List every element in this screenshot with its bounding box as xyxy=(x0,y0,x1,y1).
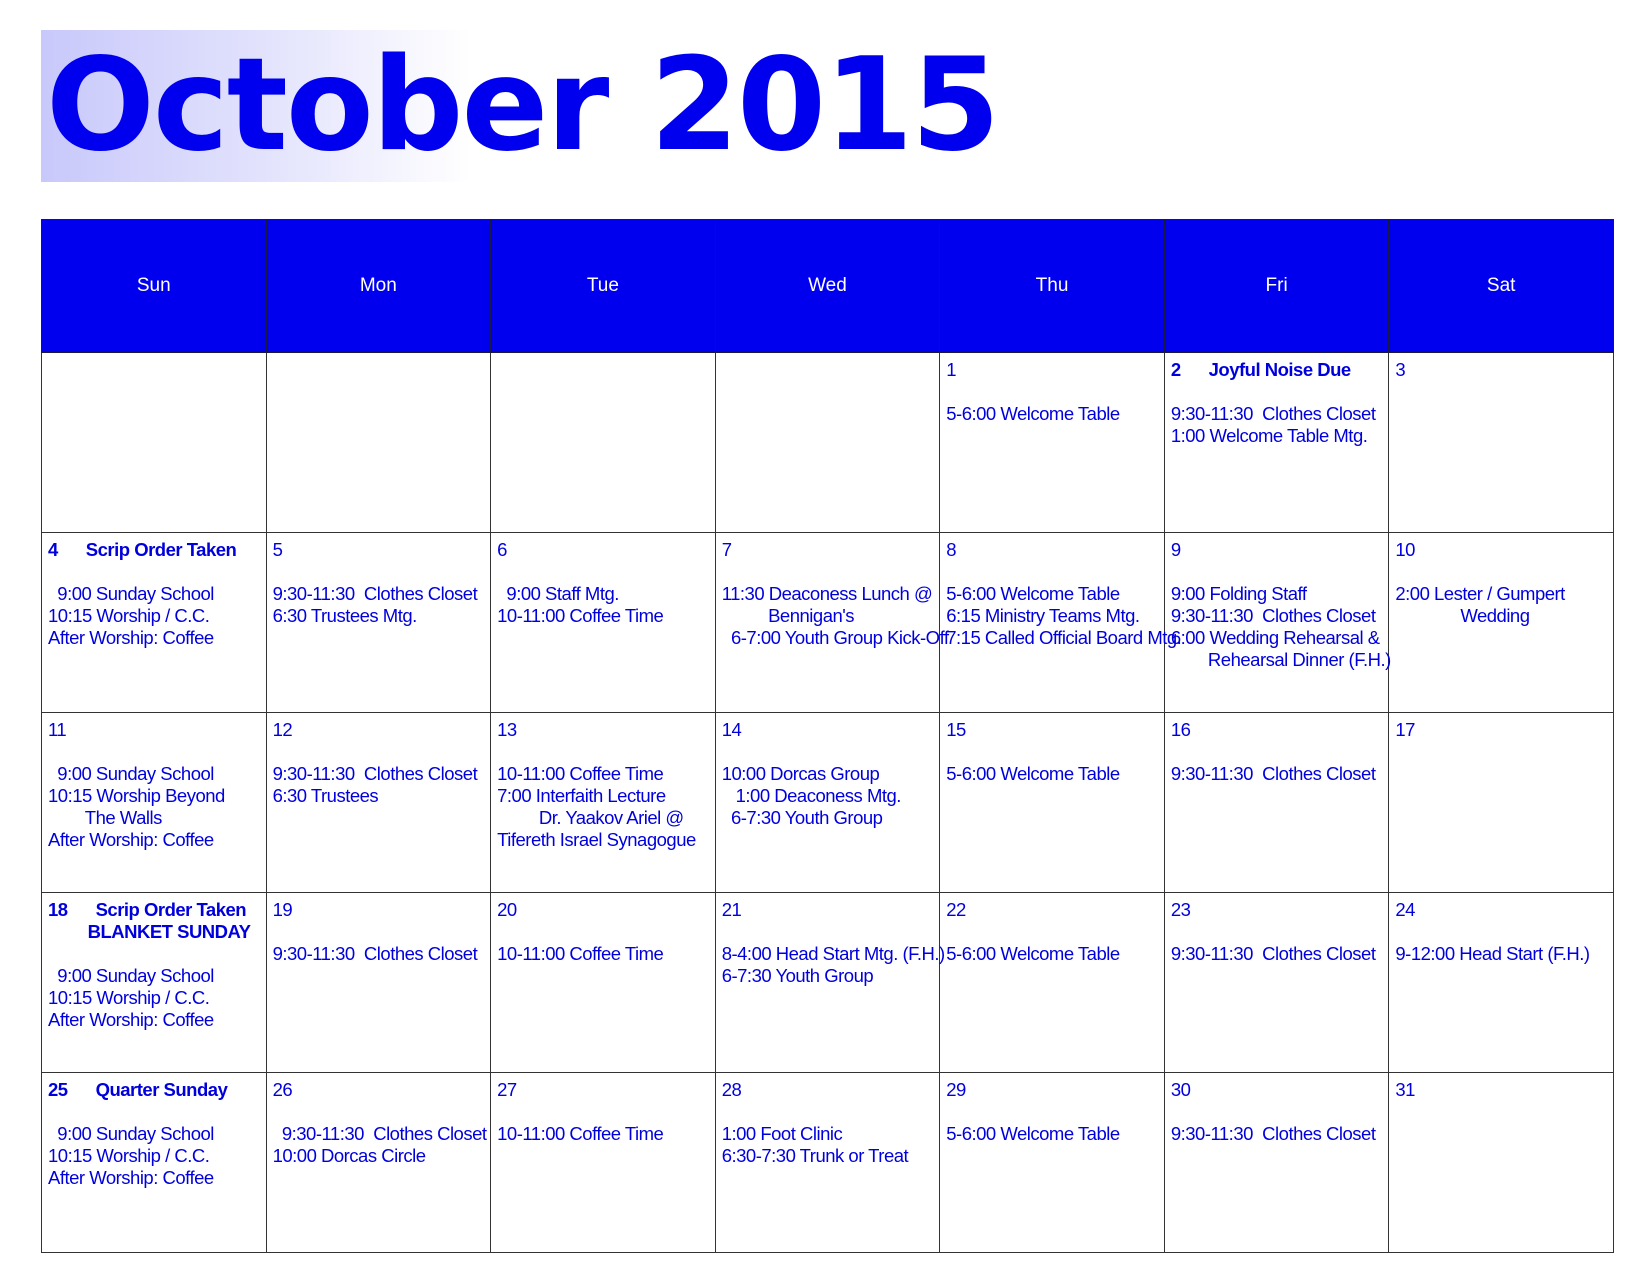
event-line: 10:15 Worship / C.C. xyxy=(48,605,210,626)
event-line: After Worship: Coffee xyxy=(48,829,214,850)
day-number: 2 xyxy=(1170,359,1181,380)
day-number: 22 xyxy=(946,899,966,920)
day-cell-26 xyxy=(266,1073,491,1253)
day-number: 26 xyxy=(272,1079,293,1100)
event-line: 10-11:00 Coffee Time xyxy=(497,763,664,784)
day-number: 11 xyxy=(48,719,67,740)
event-line: Tifereth Israel Synagogue xyxy=(497,829,696,850)
day-cell-30 xyxy=(1164,1073,1389,1253)
day-number: 13 xyxy=(497,719,517,740)
event-line: 9:00 Folding Staff xyxy=(1170,583,1307,604)
empty-day-cell xyxy=(266,353,491,533)
event-line: 10:15 Worship Beyond xyxy=(48,785,225,806)
day-number: 23 xyxy=(1170,899,1191,920)
day-cell-27 xyxy=(491,1073,716,1253)
day-cell-19 xyxy=(266,893,491,1073)
event-line: After Worship: Coffee xyxy=(48,1167,214,1188)
event-line: 1:00 Deaconess Mtg. xyxy=(721,785,901,806)
day-number: 16 xyxy=(1170,719,1191,740)
event-line: 9:00 Sunday School xyxy=(48,965,214,986)
day-number: 9 xyxy=(1170,539,1181,560)
event-line: 1:00 Foot Clinic xyxy=(721,1123,843,1144)
event-line: 10:00 Dorcas Group xyxy=(721,763,880,784)
empty-day-cell xyxy=(42,353,267,533)
calendar-week-row xyxy=(42,533,1614,713)
day-number: 14 xyxy=(721,719,742,740)
event-line: 6-7:30 Youth Group xyxy=(721,965,874,986)
day-cell-13 xyxy=(491,713,716,893)
event-line: 9:30-11:30 Clothes Closet xyxy=(272,583,478,604)
event-line: 5-6:00 Welcome Table xyxy=(946,1123,1120,1144)
event-line: 6:30-7:30 Trunk or Treat xyxy=(721,1145,909,1166)
event-line: Bennigan's xyxy=(721,605,855,626)
day-number: 3 xyxy=(1395,359,1406,380)
special-note: Joyful Noise Due xyxy=(1208,359,1351,380)
special-note: Quarter Sunday xyxy=(95,1079,228,1100)
event-line: 9:30-11:30 Clothes Closet xyxy=(272,763,478,784)
calendar-body xyxy=(42,353,1614,1253)
day-cell-16 xyxy=(1164,713,1389,893)
event-line: After Worship: Coffee xyxy=(48,1009,214,1030)
day-number: 17 xyxy=(1395,719,1415,740)
day-cell-2 xyxy=(1164,353,1389,533)
event-line: 9:30-11:30 Clothes Closet xyxy=(1170,403,1376,424)
day-number: 6 xyxy=(497,539,507,560)
day-cell-21 xyxy=(715,893,945,1073)
event-line: 9:00 Sunday School xyxy=(48,583,214,604)
day-number: 19 xyxy=(272,899,293,920)
day-cell-3 xyxy=(1389,353,1614,533)
event-line: 10-11:00 Coffee Time xyxy=(497,1123,664,1144)
day-cell-10 xyxy=(1389,533,1614,713)
day-cell-9 xyxy=(1164,533,1389,713)
day-cell-12 xyxy=(266,713,491,893)
event-line: Dr. Yaakov Ariel @ xyxy=(497,807,684,828)
day-number: 12 xyxy=(272,719,293,740)
day-cell-14 xyxy=(715,713,940,893)
weekday-header-sun: Sun xyxy=(42,220,267,353)
event-line: 7:00 Interfaith Lecture xyxy=(497,785,666,806)
day-number: 20 xyxy=(497,899,517,920)
day-number: 31 xyxy=(1395,1079,1415,1100)
day-number: 25 xyxy=(48,1079,68,1100)
calendar-week-row xyxy=(42,353,1614,533)
day-number: 5 xyxy=(272,539,283,560)
event-line: 9:30-11:30 Clothes Closet xyxy=(272,943,478,964)
event-line: Rehearsal Dinner (F.H.) xyxy=(1170,649,1391,670)
calendar-week-row xyxy=(42,893,1614,1073)
day-number: 8 xyxy=(946,539,957,560)
day-cell-31 xyxy=(1389,1073,1614,1253)
event-line: 2:00 Lester / Gumpert xyxy=(1395,583,1565,604)
day-cell-25 xyxy=(42,1073,267,1253)
special-note: Scrip Order Taken xyxy=(95,899,247,920)
event-line: 9:00 Sunday School xyxy=(48,763,214,784)
day-number: 27 xyxy=(497,1079,517,1100)
day-number: 29 xyxy=(946,1079,966,1100)
day-cell-5 xyxy=(266,533,491,713)
weekday-header-thu: Thu xyxy=(940,220,1165,353)
event-line: 9:30-11:30 Clothes Closet xyxy=(1170,1123,1376,1144)
event-line: 11:30 Deaconess Lunch @ xyxy=(721,583,933,604)
event-line: 5-6:00 Welcome Table xyxy=(946,763,1120,784)
day-number: 4 xyxy=(48,539,58,560)
day-cell-24 xyxy=(1389,893,1614,1073)
empty-day-cell xyxy=(715,353,940,533)
day-cell-29 xyxy=(940,1073,1165,1253)
day-number: 1 xyxy=(946,359,957,380)
weekday-header-tue: Tue xyxy=(491,220,716,353)
event-line: 10:15 Worship / C.C. xyxy=(48,1145,210,1166)
event-line: 9:30-11:30 Clothes Closet xyxy=(1170,605,1376,626)
weekday-header-row xyxy=(42,220,1614,353)
event-line: 6-7:30 Youth Group xyxy=(721,807,883,828)
day-cell-6 xyxy=(491,533,716,713)
event-line: 6:15 Ministry Teams Mtg. xyxy=(946,605,1140,626)
event-line: 6:00 Wedding Rehearsal & xyxy=(1170,627,1380,648)
event-line: 6-7:00 Youth Group Kick-Off xyxy=(721,627,949,648)
day-number: 7 xyxy=(721,539,732,560)
event-line: 10:00 Dorcas Circle xyxy=(272,1145,426,1166)
event-line: 5-6:00 Welcome Table xyxy=(946,943,1120,964)
day-cell-7 xyxy=(715,533,949,713)
event-line: 9:30-11:30 Clothes Closet xyxy=(272,1123,487,1144)
event-line: 6:30 Trustees Mtg. xyxy=(272,605,417,626)
event-line: 9:00 Staff Mtg. xyxy=(497,583,619,604)
event-line: 9-12:00 Head Start (F.H.) xyxy=(1395,943,1590,964)
day-cell-23 xyxy=(1164,893,1389,1073)
special-note: Scrip Order Taken xyxy=(85,539,237,560)
day-cell-28 xyxy=(715,1073,940,1253)
weekday-header-mon: Mon xyxy=(266,220,491,353)
day-cell-4 xyxy=(42,533,267,713)
day-number: 15 xyxy=(946,719,966,740)
event-line: Wedding xyxy=(1395,605,1530,626)
event-line: 7:15 Called Official Board Mtg. xyxy=(946,627,1182,648)
event-line: 9:30-11:30 Clothes Closet xyxy=(1170,943,1376,964)
special-note: BLANKET SUNDAY xyxy=(87,921,251,942)
weekday-header-wed: Wed xyxy=(715,220,940,353)
weekday-header-fri: Fri xyxy=(1164,220,1389,353)
day-number: 10 xyxy=(1395,539,1415,560)
day-number: 24 xyxy=(1395,899,1415,920)
event-line: 8-4:00 Head Start Mtg. (F.H.) xyxy=(721,943,945,964)
day-cell-22 xyxy=(940,893,1165,1073)
day-cell-18 xyxy=(42,893,267,1073)
weekday-header-sat: Sat xyxy=(1389,220,1614,353)
calendar-grid xyxy=(41,219,1614,1253)
event-line: 5-6:00 Welcome Table xyxy=(946,583,1120,604)
event-line: 9:30-11:30 Clothes Closet xyxy=(1170,763,1376,784)
event-line: 5-6:00 Welcome Table xyxy=(946,403,1120,424)
calendar-week-row xyxy=(42,1073,1614,1253)
day-number: 21 xyxy=(721,899,742,920)
day-number: 18 xyxy=(48,899,68,920)
day-cell-15 xyxy=(940,713,1165,893)
event-line: 6:30 Trustees xyxy=(272,785,379,806)
day-cell-17 xyxy=(1389,713,1614,893)
page-title: October 2015 xyxy=(46,31,999,180)
event-line: 1:00 Welcome Table Mtg. xyxy=(1170,425,1368,446)
day-cell-8 xyxy=(940,533,1182,713)
calendar-week-row xyxy=(42,713,1614,893)
event-line: 10:15 Worship / C.C. xyxy=(48,987,210,1008)
event-line: 10-11:00 Coffee Time xyxy=(497,943,664,964)
day-cell-20 xyxy=(491,893,716,1073)
event-line: After Worship: Coffee xyxy=(48,627,214,648)
event-line: The Walls xyxy=(48,807,162,828)
event-line: 10-11:00 Coffee Time xyxy=(497,605,664,626)
day-cell-1 xyxy=(940,353,1165,533)
event-line: 9:00 Sunday School xyxy=(48,1123,214,1144)
day-cell-11 xyxy=(42,713,267,893)
empty-day-cell xyxy=(491,353,716,533)
day-number: 30 xyxy=(1170,1079,1191,1100)
day-number: 28 xyxy=(721,1079,742,1100)
